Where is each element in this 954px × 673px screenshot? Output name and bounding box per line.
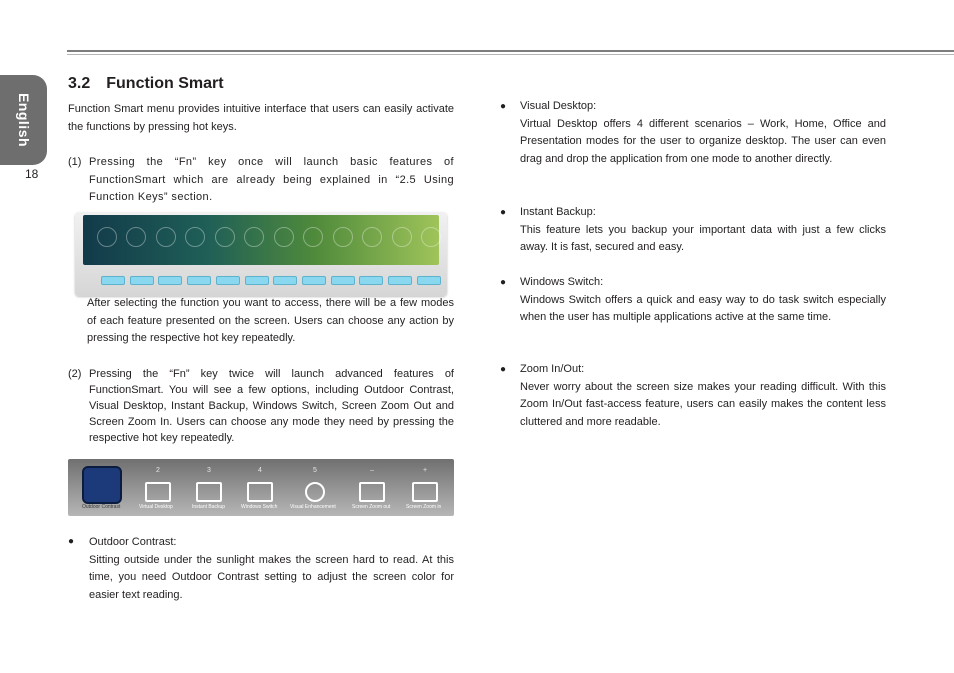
step2-marker: (2) (68, 368, 82, 380)
hotkey-number: – (370, 467, 374, 474)
bullet-icon: ● (500, 364, 507, 375)
function-icon (156, 227, 176, 247)
key-icon (359, 276, 383, 285)
key-icon (388, 276, 412, 285)
bullet-zoom (520, 361, 886, 431)
key-icon (130, 276, 154, 285)
key-icon (187, 276, 211, 285)
bullet-text: Sitting outside under the sunlight makes the screen hard to read. At this time, you need Outdoor Contrast setting to adjust the screen color for easier text reading. (89, 553, 454, 601)
function-bar-display (83, 215, 439, 265)
header-rule-thin (67, 54, 954, 55)
bullet-text: Virtual Desktop offers 4 different scenarios – Work, Home, Office and Presentation modes for the user to organize desktop. The user can even drag and drop the application from one mode to another directly. (520, 117, 886, 165)
bullet-windows-switch (520, 274, 886, 327)
feature-cell (238, 467, 282, 502)
feature-label: Virtual Desktop (139, 504, 173, 510)
bullet-title: Instant Backup: (520, 206, 596, 218)
function-key-row (101, 276, 441, 285)
section-heading (68, 75, 224, 93)
step1-marker: (1) (68, 156, 82, 168)
bullet-title: Zoom In/Out: (520, 363, 585, 375)
bullet-icon: ● (68, 536, 75, 547)
function-icon (185, 227, 205, 247)
advanced-features-screenshot (68, 459, 454, 516)
feature-label: Screen Zoom out (352, 504, 391, 510)
feature-label: Visual Enhancement (290, 504, 336, 510)
key-icon (216, 276, 240, 285)
function-icon (421, 227, 441, 247)
hotkey-number: 3 (207, 467, 211, 474)
function-icon-row (97, 227, 441, 247)
key-icon (245, 276, 269, 285)
function-icon (97, 227, 117, 247)
zoom-out-icon (359, 482, 385, 502)
hotkey-number: 4 (258, 467, 262, 474)
step2-text: Pressing the “Fn” key twice will launch advanced features of FunctionSmart. You will see a few options, including Outdoor Contrast, Visual Desktop, Instant Backup, Windows Switch, Screen Zoom Out and Screen Zoom In. Users can choose any mode they need by pressing the respective hot key repeatedly. (89, 368, 454, 444)
bullet-instant-backup (520, 204, 886, 257)
key-icon (331, 276, 355, 285)
function-icon (244, 227, 264, 247)
feature-label: Instant Backup (192, 504, 226, 510)
language-label: English (15, 92, 32, 148)
zoom-in-icon (412, 482, 438, 502)
feature-cell (187, 467, 231, 502)
function-icon (362, 227, 382, 247)
visual-enhancement-icon (305, 482, 325, 502)
virtual-desktop-icon (145, 482, 171, 502)
feature-cell (136, 467, 180, 502)
bullet-text: Never worry about the screen size makes your reading difficult. With this Zoom In/Out fast-access feature, users can easily makes the content less cluttered and more readable. (520, 380, 886, 428)
bullet-text: Windows Switch offers a quick and easy way to do task switch especially when the user has multiple applications active at the same time. (520, 293, 886, 323)
basic-features-screenshot (75, 212, 447, 296)
page-number: 18 (25, 167, 39, 181)
feature-cell (403, 467, 447, 502)
header-rule (67, 50, 954, 52)
function-icon (303, 227, 323, 247)
bullet-icon: ● (500, 277, 507, 288)
language-tab (0, 75, 47, 165)
after-figure-paragraph: After selecting the function you want to access, there will be a few modes of each feature presented on the screen. Users can choose any action by pressing the respective hot key repeatedly. (87, 297, 454, 344)
function-icon (392, 227, 412, 247)
bullet-visual-desktop (520, 98, 886, 168)
bullet-icon: ● (500, 207, 507, 218)
key-icon (302, 276, 326, 285)
step1-text: Pressing the “Fn” key once will launch basic features of FunctionSmart which are already being explained in “2.5 Using Function Keys” section. (89, 156, 454, 203)
function-icon (215, 227, 235, 247)
key-icon (158, 276, 182, 285)
instant-backup-icon (196, 482, 222, 502)
section-number: 3.2 (68, 75, 91, 92)
feature-cell (293, 467, 337, 502)
windows-switch-icon (247, 482, 273, 502)
bullet-title: Visual Desktop: (520, 100, 597, 112)
hotkey-number: 2 (156, 467, 160, 474)
function-icon (274, 227, 294, 247)
feature-cell (350, 467, 394, 502)
function-icon (126, 227, 146, 247)
hotkey-number: 5 (313, 467, 317, 474)
feature-label: Outdoor Contrast (82, 504, 121, 510)
key-icon (273, 276, 297, 285)
bullet-outdoor-contrast (89, 534, 454, 604)
bullet-title: Windows Switch: (520, 276, 604, 288)
bullet-icon: ● (500, 101, 507, 112)
feature-label: Windows Switch (241, 504, 278, 510)
key-icon (101, 276, 125, 285)
intro-paragraph: Function Smart menu provides intuitive interface that users can easily activate the functions by pressing hot keys. (68, 103, 454, 133)
outdoor-contrast-icon (82, 466, 122, 504)
hotkey-number: + (422, 467, 428, 474)
bullet-title: Outdoor Contrast: (89, 536, 177, 548)
key-icon (417, 276, 441, 285)
feature-label: Screen Zoom in (406, 504, 442, 510)
function-icon (333, 227, 353, 247)
bullet-text: This feature lets you backup your important data with just a few clicks away. It is fast, secured and easy. (520, 223, 886, 253)
section-title: Function Smart (106, 75, 224, 92)
